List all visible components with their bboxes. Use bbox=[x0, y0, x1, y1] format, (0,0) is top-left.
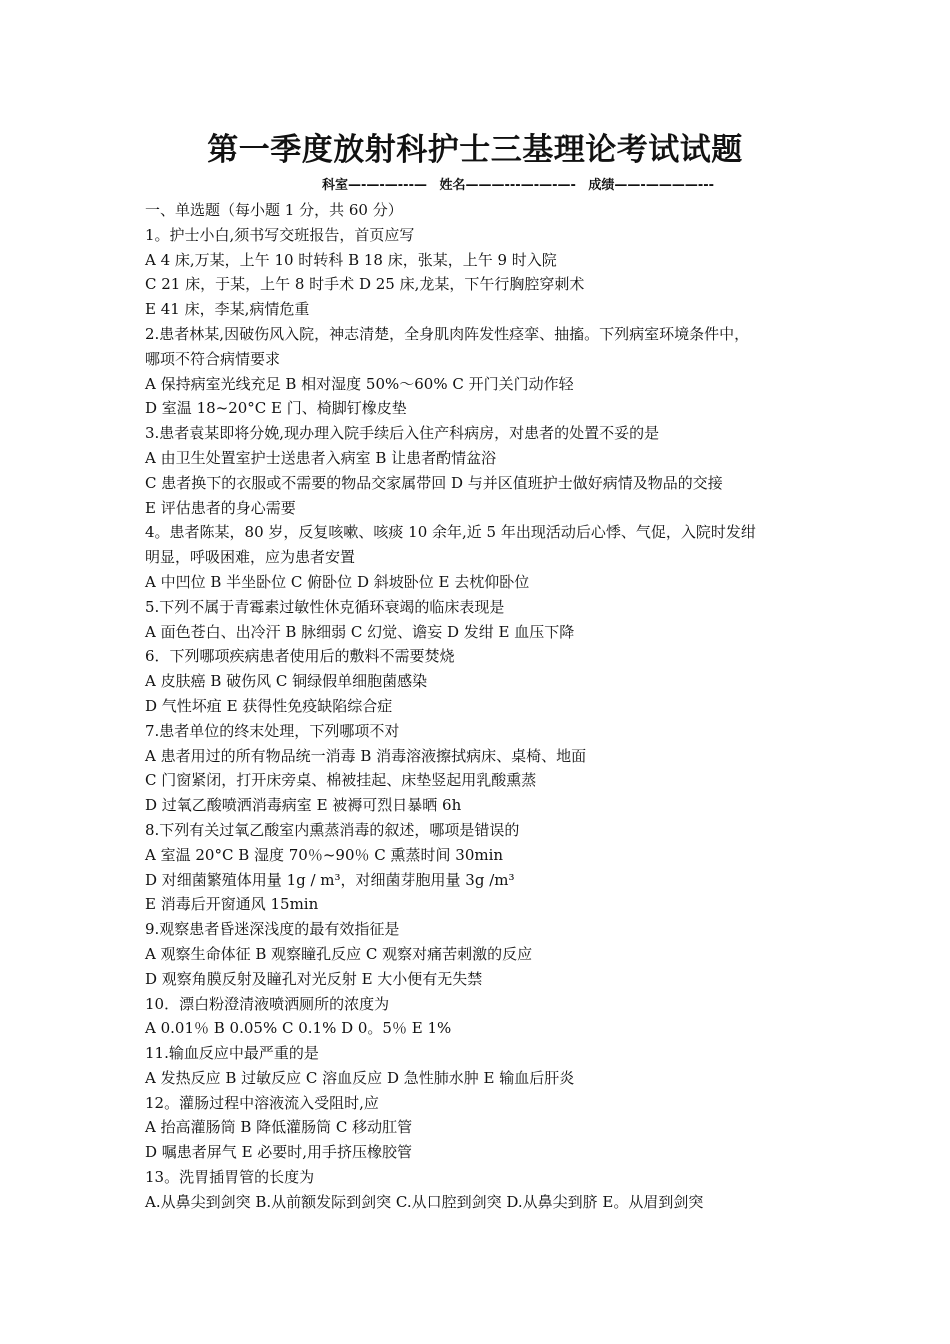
text-line: A 由卫生处置室护士送患者入病室 B 让患者酌情盆浴 bbox=[145, 448, 497, 467]
text-line: D 室温 18~20°C E 门、椅脚钉橡皮垫 bbox=[145, 399, 407, 418]
text-line: 8.下列有关过氧乙酸室内熏蒸消毒的叙述，哪项是错误的 bbox=[145, 820, 520, 839]
text-line: 一、单选题（每小题 1 分，共 60 分） bbox=[145, 201, 403, 219]
text-line: C 患者换下的衣服或不需要的物品交家属带回 D 与并区值班护士做好病情及物品的交接 bbox=[145, 473, 723, 492]
text-line: 12。灌肠过程中溶液流入受阻时,应 bbox=[145, 1093, 379, 1112]
text-line: A 0.01％ B 0.05% C 0.1% D 0。5％ E 1% bbox=[145, 1019, 452, 1038]
text-line: A 抬高灌肠筒 B 降低灌肠筒 C 移动肛管 bbox=[145, 1118, 413, 1137]
text-line: 明显，呼吸困难，应为患者安置 bbox=[145, 548, 356, 567]
text-line: C 门窗紧闭，打开床旁桌、棉被挂起、床垫竖起用乳酸熏蒸 bbox=[145, 771, 537, 790]
text-line: 4。患者陈某，80 岁，反复咳嗽、咳痰 10 余年,近 5 年出现活动后心悸、气促，入院时发绀 bbox=[145, 523, 756, 542]
department-field: 科室—-—-—---— bbox=[322, 178, 427, 193]
text-line: D 气性坏疽 E 获得性免疫缺陷综合症 bbox=[145, 696, 393, 715]
text-line: D 嘱患者屏气 E 必要时,用手挤压橡胶管 bbox=[145, 1143, 413, 1162]
text-line: 10．漂白粉澄清液喷洒厕所的浓度为 bbox=[145, 994, 390, 1013]
text-line: 9.观察患者昏迷深浅度的最有效指征是 bbox=[145, 920, 400, 939]
text-line: 2.患者林某,因破伤风入院，神志清楚，全身肌肉阵发性痉挛、抽搐。下列病室环境条件中， bbox=[145, 324, 750, 343]
text-line: 哪项不符合病情要求 bbox=[145, 349, 281, 368]
text-line: 1。护士小白,须书写交班报告，首页应写 bbox=[145, 225, 415, 244]
exam-header-fields bbox=[322, 176, 722, 196]
text-line: A 中凹位 B 半坐卧位 C 俯卧位 D 斜坡卧位 E 去枕仰卧位 bbox=[145, 572, 530, 591]
text-line: D 观察角膜反射及瞳孔对光反射 E 大小便有无失禁 bbox=[145, 969, 483, 988]
text-line: 5.下列不属于青霉素过敏性休克循环衰竭的临床表现是 bbox=[145, 597, 505, 616]
text-line: C 21 床，于某，上午 8 时手术 D 25 床,龙某，下午行胸腔穿刺术 bbox=[145, 275, 585, 294]
text-line: 3.患者袁某即将分娩,现办理入院手续后入住产科病房，对患者的处置不妥的是 bbox=[145, 424, 660, 443]
text-line: 11.输血反应中最严重的是 bbox=[145, 1044, 319, 1063]
name-field: 姓名———---—-—-—- bbox=[439, 178, 576, 193]
text-line: D 对细菌繁殖体用量 1g / m³，对细菌芽胞用量 3g /m³ bbox=[145, 870, 515, 889]
text-line: A 4 床,万某，上午 10 时转科 B 18 床，张某，上午 9 时入院 bbox=[145, 250, 557, 269]
text-line: E 41 床，李某,病情危重 bbox=[145, 300, 310, 319]
text-line: A 室温 20°C B 湿度 70％~90％ C 熏蒸时间 30min bbox=[145, 845, 504, 864]
text-line: E 评估患者的身心需要 bbox=[145, 498, 296, 517]
text-line: 13。洗胃插胃管的长度为 bbox=[145, 1168, 315, 1187]
text-line: A 保持病室光线充足 B 相对湿度 50%～60% C 开门关门动作轻 bbox=[145, 374, 574, 393]
exam-body bbox=[145, 198, 835, 1215]
text-line: A 观察生命体征 B 观察瞳孔反应 C 观察对痛苦刺激的反应 bbox=[145, 944, 533, 963]
text-line: A 发热反应 B 过敏反应 C 溶血反应 D 急性肺水肿 E 输血后肝炎 bbox=[145, 1068, 575, 1087]
exam-title: 第一季度放射科护士三基理论考试试题 bbox=[207, 132, 743, 168]
text-line: A.从鼻尖到剑突 B.从前额发际到剑突 C.从口腔到剑突 D.从鼻尖到脐 E。从眉到剑突 bbox=[145, 1192, 704, 1211]
text-line: A 患者用过的所有物品统一消毒 B 消毒溶液擦拭病床、桌椅、地面 bbox=[145, 746, 587, 765]
text-line: E 消毒后开窗通风 15min bbox=[145, 895, 319, 914]
text-line: D 过氧乙酸喷洒消毒病室 E 被褥可烈日暴晒 6h bbox=[145, 796, 462, 815]
text-line: 7.患者单位的终末处理，下列哪项不对 bbox=[145, 721, 400, 740]
text-line: A 面色苍白、出冷汗 B 脉细弱 C 幻觉、谵妄 D 发绀 E 血压下降 bbox=[145, 622, 575, 641]
text-line: 6．下列哪项疾病患者使用后的敷料不需要焚烧 bbox=[145, 647, 455, 666]
score-field: 成绩——-————--- bbox=[588, 178, 715, 193]
text-line: A 皮肤癌 B 破伤风 C 铜绿假单细胞菌感染 bbox=[145, 672, 428, 691]
